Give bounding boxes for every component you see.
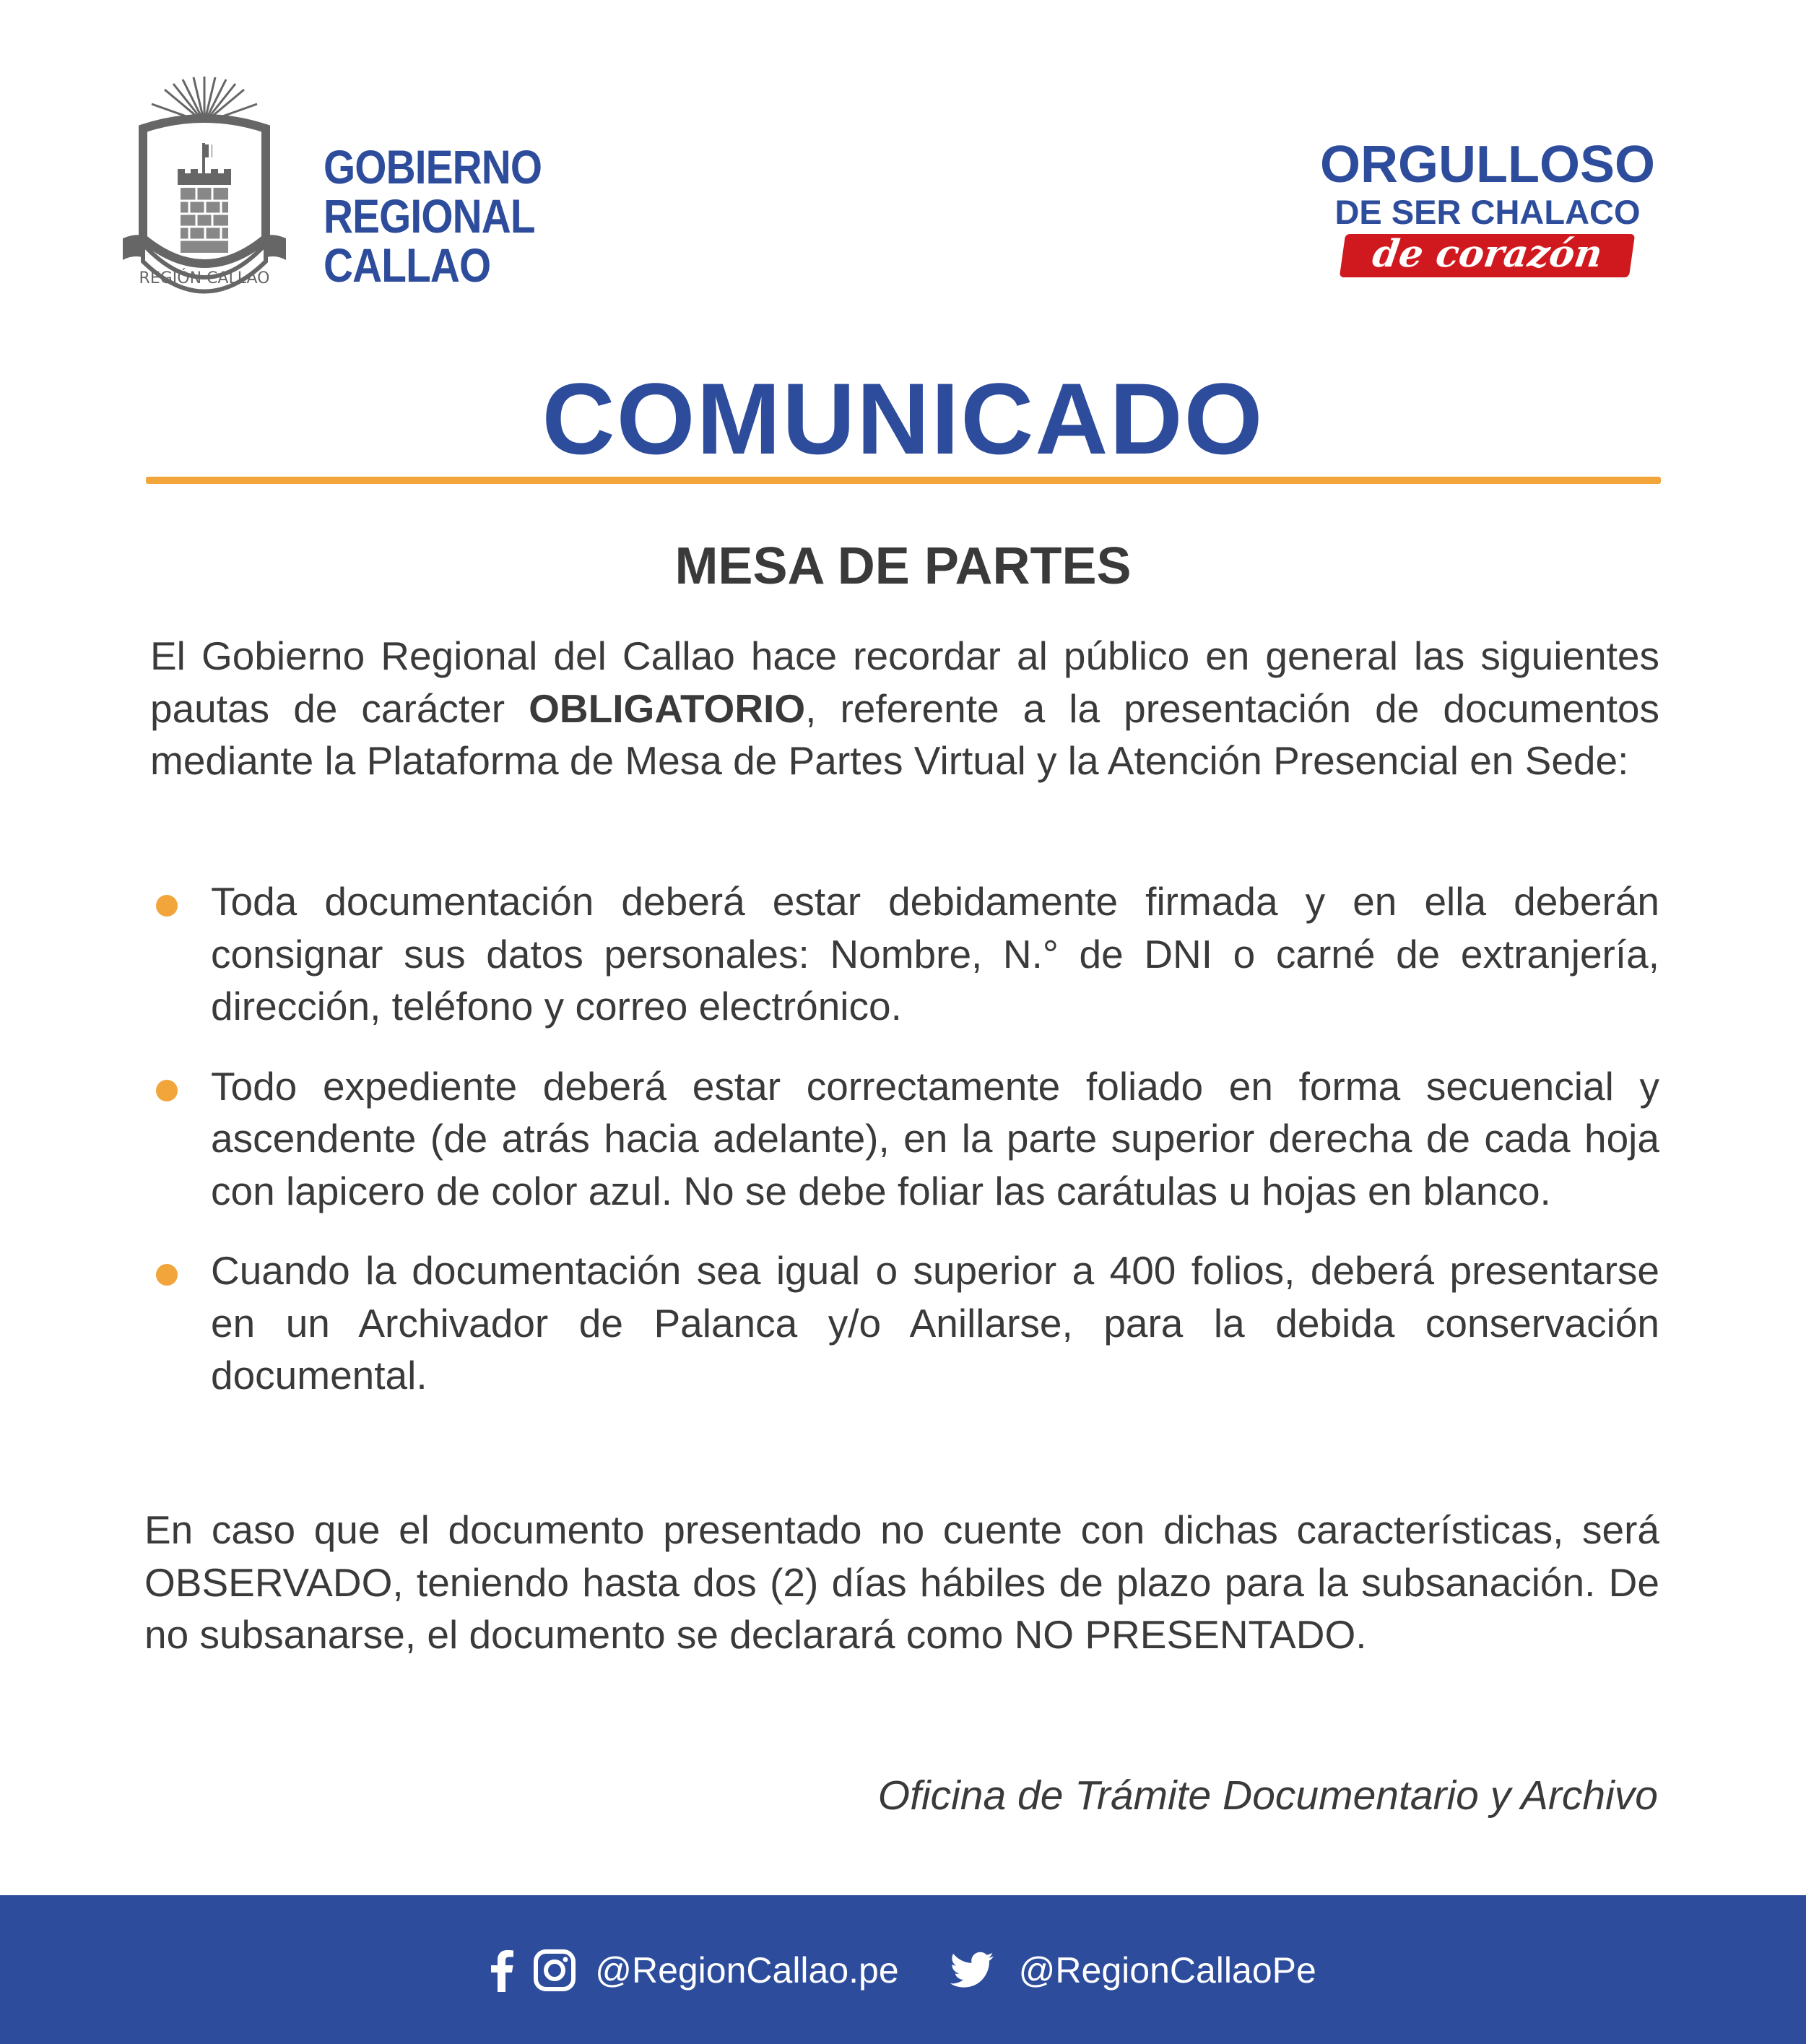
intro-paragraph: [150, 630, 1659, 787]
guidelines-list: [150, 875, 1659, 1429]
list-item: [150, 1060, 1659, 1218]
list-item-text: Todo expediente deberá estar correctamente foliado en forma secuencial y ascendente (de atrás hacia adelante), en la parte superior derecha de cada hoja con lapicero de color azul. No se debe foliar las carátulas u hojas en blanco.: [211, 1063, 1659, 1213]
instagram-icon[interactable]: [533, 1949, 576, 1992]
footer-bar: [0, 1895, 1806, 2044]
list-item: [150, 875, 1659, 1033]
intro-text-after: , referente a la presentación de documentos mediante la Plataforma de Mesa de Partes Virtual y la Atención Presencial en Sede:: [150, 685, 1659, 783]
page-title: COMUNICADO: [542, 362, 1264, 475]
intro-text-bold: OBLIGATORIO: [529, 685, 806, 731]
signature-office: Oficina de Trámite Documentario y Archivo: [877, 1772, 1658, 1819]
list-item-text: Toda documentación deberá estar debidamente firmada y en ella deberán consignar sus datos personales: Nombre, N.° de DNI o carné de extranjería, dirección, teléfono y correo electrónico.: [211, 879, 1659, 1029]
crest-seal-text: REGIÓN CALLAO: [139, 269, 270, 287]
list-item: [150, 1244, 1659, 1402]
bullet-dot-icon: [156, 1080, 178, 1101]
slogan-line-1: ORGULLOSO: [1320, 136, 1655, 194]
gov-logo-line-2: REGIONAL: [324, 189, 535, 243]
title-divider: [146, 477, 1661, 484]
gobierno-regional-callao-wordmark: [324, 140, 542, 292]
region-callao-crest-logo: [121, 72, 287, 311]
facebook-icon[interactable]: [490, 1949, 514, 1992]
intro-text-before: El Gobierno Regional del Callao hace recordar al público en general las siguientes pautas de carácter: [150, 633, 1659, 731]
twitter-icon[interactable]: [950, 1952, 994, 1989]
facebook-instagram-handle-link[interactable]: @RegionCallao.pe: [595, 1950, 899, 1991]
orgulloso-chalaco-slogan-logo: [1307, 136, 1668, 277]
slogan-line-3: de corazón: [1340, 234, 1635, 277]
social-links: [0, 1941, 1806, 1999]
bullet-dot-icon: [156, 1264, 178, 1286]
list-item-text: Cuando la documentación sea igual o superior a 400 folios, deberá presentarse en un Archivador de Palanca y/o Anillarse, para la debida conservación documental.: [211, 1248, 1659, 1398]
gov-logo-line-1: GOBIERNO: [324, 140, 542, 194]
twitter-handle-link[interactable]: @RegionCallaoPe: [1018, 1950, 1316, 1991]
slogan-line-2: DE SER CHALACO: [1334, 193, 1641, 231]
gov-logo-line-3: CALLAO: [324, 238, 491, 292]
page-subtitle: MESA DE PARTES: [674, 537, 1132, 595]
closing-paragraph: En caso que el documento presentado no cuente con dichas características, será OBSERVADO, teniendo hasta dos (2) días hábiles de plazo para la subsanación. De no subsanarse, el documento se declarará como NO PRESENTADO.: [144, 1507, 1659, 1657]
bullet-dot-icon: [156, 895, 178, 917]
